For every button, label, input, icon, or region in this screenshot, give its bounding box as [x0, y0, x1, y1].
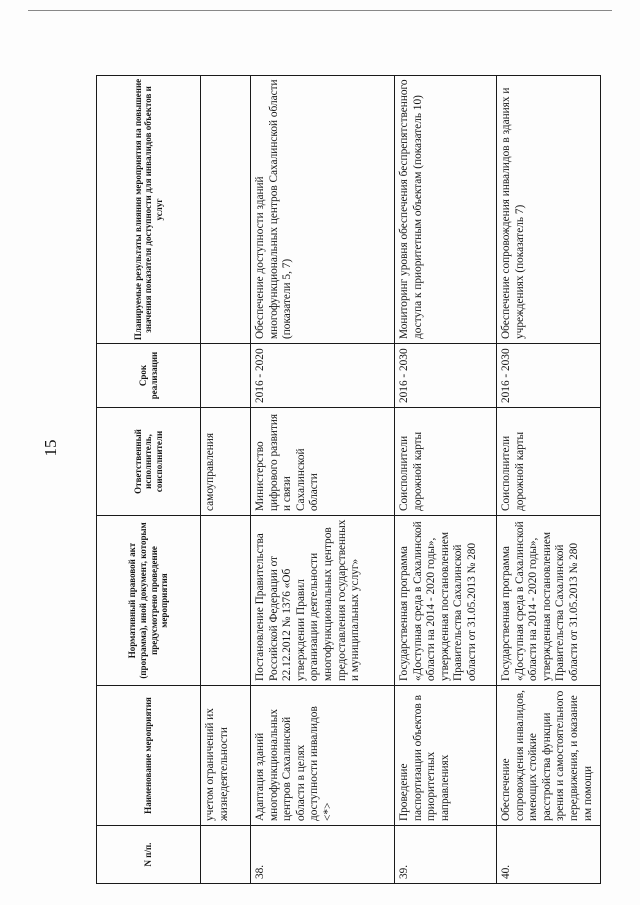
cell-name: учетом ограничений их жизнедеятельности — [201, 686, 251, 826]
cell-number — [201, 826, 251, 884]
cell-executor: Соисполнители дорожной карты — [497, 408, 601, 516]
header-name: Наименование мероприятия — [97, 686, 201, 826]
cell-term — [201, 344, 251, 408]
measures-table — [96, 75, 601, 884]
table-row — [497, 76, 601, 884]
cell-executor: самоуправления — [201, 408, 251, 516]
cell-name: Проведение паспортизации объектов в приоритетных направлениях — [395, 686, 497, 826]
cell-number: 39. — [395, 826, 497, 884]
header-result: Планируемые результаты влияния мероприятия на повышение значения показателя доступности для инвалидов объектов и услуг — [97, 76, 201, 344]
table-row — [251, 76, 395, 884]
table-row — [395, 76, 497, 884]
cell-term: 2016 - 2030 — [497, 344, 601, 408]
cell-act — [201, 516, 251, 686]
header-term: Срок реализации — [97, 344, 201, 408]
cell-term: 2016 - 2020 — [251, 344, 395, 408]
cell-name: Обеспечение сопровождения инвалидов, имеющих стойкие расстройства функции зрения и самостоятельного передвижения, и оказание им помощи — [497, 686, 601, 826]
cell-result: Обеспечение доступности зданий многофункциональных центров Сахалинской области (показатели 5, 7) — [251, 76, 395, 344]
cell-executor: Министерство цифрового развития и связи Сахалинской области — [251, 408, 395, 516]
page-number: 15 — [41, 439, 60, 457]
cell-number: 40. — [497, 826, 601, 884]
cell-act: Постановление Правительства Российской Федерации от 22.12.2012 № 1376 «Об утверждении Правил организации деятельности многофункциональных центров предоставления государственных и муниципальных услуг» — [251, 516, 395, 686]
cell-term: 2016 - 2030 — [395, 344, 497, 408]
cell-executor: Соисполнители дорожной карты — [395, 408, 497, 516]
cell-act: Государственная программа «Доступная среда в Сахалинской области на 2014 - 2020 годы», утвержденная постановлением Правительства Сахалинской области от 31.05.2013 № 280 — [497, 516, 601, 686]
cell-result: Обеспечение сопровождения инвалидов в зданиях и учреждениях (показатель 7) — [497, 76, 601, 344]
header-executor: Ответственный исполнитель, соисполнители — [97, 408, 201, 516]
table-row — [201, 76, 251, 884]
table-header-row — [97, 76, 201, 884]
cell-act: Государственная программа «Доступная среда в Сахалинской области на 2014 - 2020 годы», утвержденная постановлением Правительства Сахалинской области от 31.05.2013 № 280 — [395, 516, 497, 686]
header-number: N п/п. — [97, 826, 201, 884]
scan-edge-line — [28, 10, 612, 11]
cell-result: Мониторинг уровня обеспечения беспрепятственного доступа к приоритетным объектам (показатель 10) — [395, 76, 497, 344]
rotated-table-container — [96, 76, 600, 884]
cell-result — [201, 76, 251, 344]
header-act: Нормативный правовой акт (программа), иной документ, которым предусмотрено проведение мероприятия — [97, 516, 201, 686]
cell-number: 38. — [251, 826, 395, 884]
cell-name: Адаптация зданий многофункциональных центров Сахалинской области в целях доступности инвалидов <*> — [251, 686, 395, 826]
